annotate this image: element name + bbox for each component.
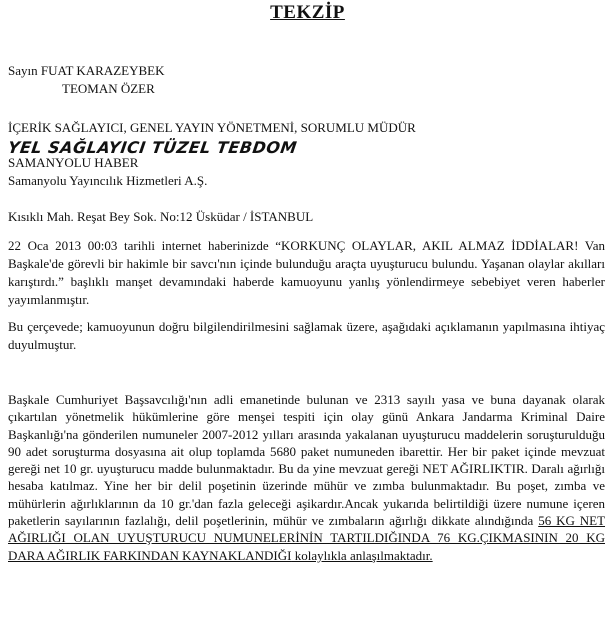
recipient-line-1 xyxy=(8,63,165,79)
organization-name: SAMANYOLU HABER xyxy=(8,155,139,170)
handwritten-annotation: YEL SAĞLAYICI TÜZEL TEBDOM xyxy=(6,138,299,157)
document-title: TEKZİP xyxy=(270,2,345,23)
company-name: Samanyolu Yayıncılık Hizmetleri A.Ş. xyxy=(8,173,208,188)
paragraph-3 xyxy=(8,391,605,564)
address-line: Kısıklı Mah. Reşat Bey Sok. No:12 Üsküdar / İSTANBUL xyxy=(8,209,314,224)
paragraph-3-end: kolaylıkla anlaşılmaktadır. xyxy=(291,547,433,563)
paragraph-3-underlined: 56 KG NET AĞIRLIĞI OLAN UYUŞTURUCU NUMUNELERİNİN TARTILDIĞINDA 76 KG.ÇIKMASININ 20 KG DARA AĞIRLIK FARKINDAN KAYNAKLANDIĞI xyxy=(8,513,606,563)
paragraph-3-main: Başkale Cumhuriyet Başsavcılığı'nın adli emanetinde bulunan ve 2313 sayılı yasa ve buna dayanak olarak çıkartılan yönetmelik hükümlerine göre menşei tespiti için olay günü Ankara Jandarma Kriminal Daire Başkanlığı'na gönderilen numuneler 2007-2012 yılları arasında yakalanan uyuşturucu maddelerin soruşturulduğu 90 adet soruşturma dosyasına ait olup toplamda 5680 paket numuneden ibarettir. Her bir paket içinde mevzuat gereği net 10 gr. uyuşturucu madde bulunmaktadır. Bu da yine mevzuat gereği NET AĞIRLIKTIR. Daralı ağırlığı hesaba katılmaz. Yine her bir delil poşetinin üzerinde mühür ve zımba bulunmaktadır. Bu poşet, zımba ve mühürlerin ağırlıklarının da 10 gr.'dan fazla geleceği aşikardır.Ancak yukarıda belirtildiği üzere numune içeren paketlerin sayılarının fazlalığı, delil poşetlerinin, mühür ve zımbaların ağırlığı dikkate alındığında xyxy=(8,392,605,529)
recipient-name-1: FUAT KARAZEYBEK xyxy=(40,63,165,78)
salutation: Sayın xyxy=(8,63,38,78)
paragraph-2: Bu çerçevede; kamuoyunun doğru bilgilendirilmesini sağlamak üzere, aşağıdaki açıklamanın yapılmasına ihtiyaç duyulmuştur. xyxy=(8,319,605,352)
paragraph-1: 22 Oca 2013 00:03 tarihli internet haberinizde “KORKUNÇ OLAYLAR, AKIL ALMAZ İDDİALAR! Van Başkale'de görevli bir hakimle bir savcı'nın içinde bulunduğu araçta uyuşturucu bulundu. Yaşanan olaylar akılları karıştırdı.” başlıklı manşet devamındaki haberde kamuoyunu yanlış yönlendirmeye sebebiyet veren haberler yayımlanmıştır. xyxy=(8,238,605,307)
recipient-role: İÇERİK SAĞLAYICI, GENEL YAYIN YÖNETMENİ, SORUMLU MÜDÜR xyxy=(8,120,416,135)
recipient-name-2: TEOMAN ÖZER xyxy=(62,81,155,96)
